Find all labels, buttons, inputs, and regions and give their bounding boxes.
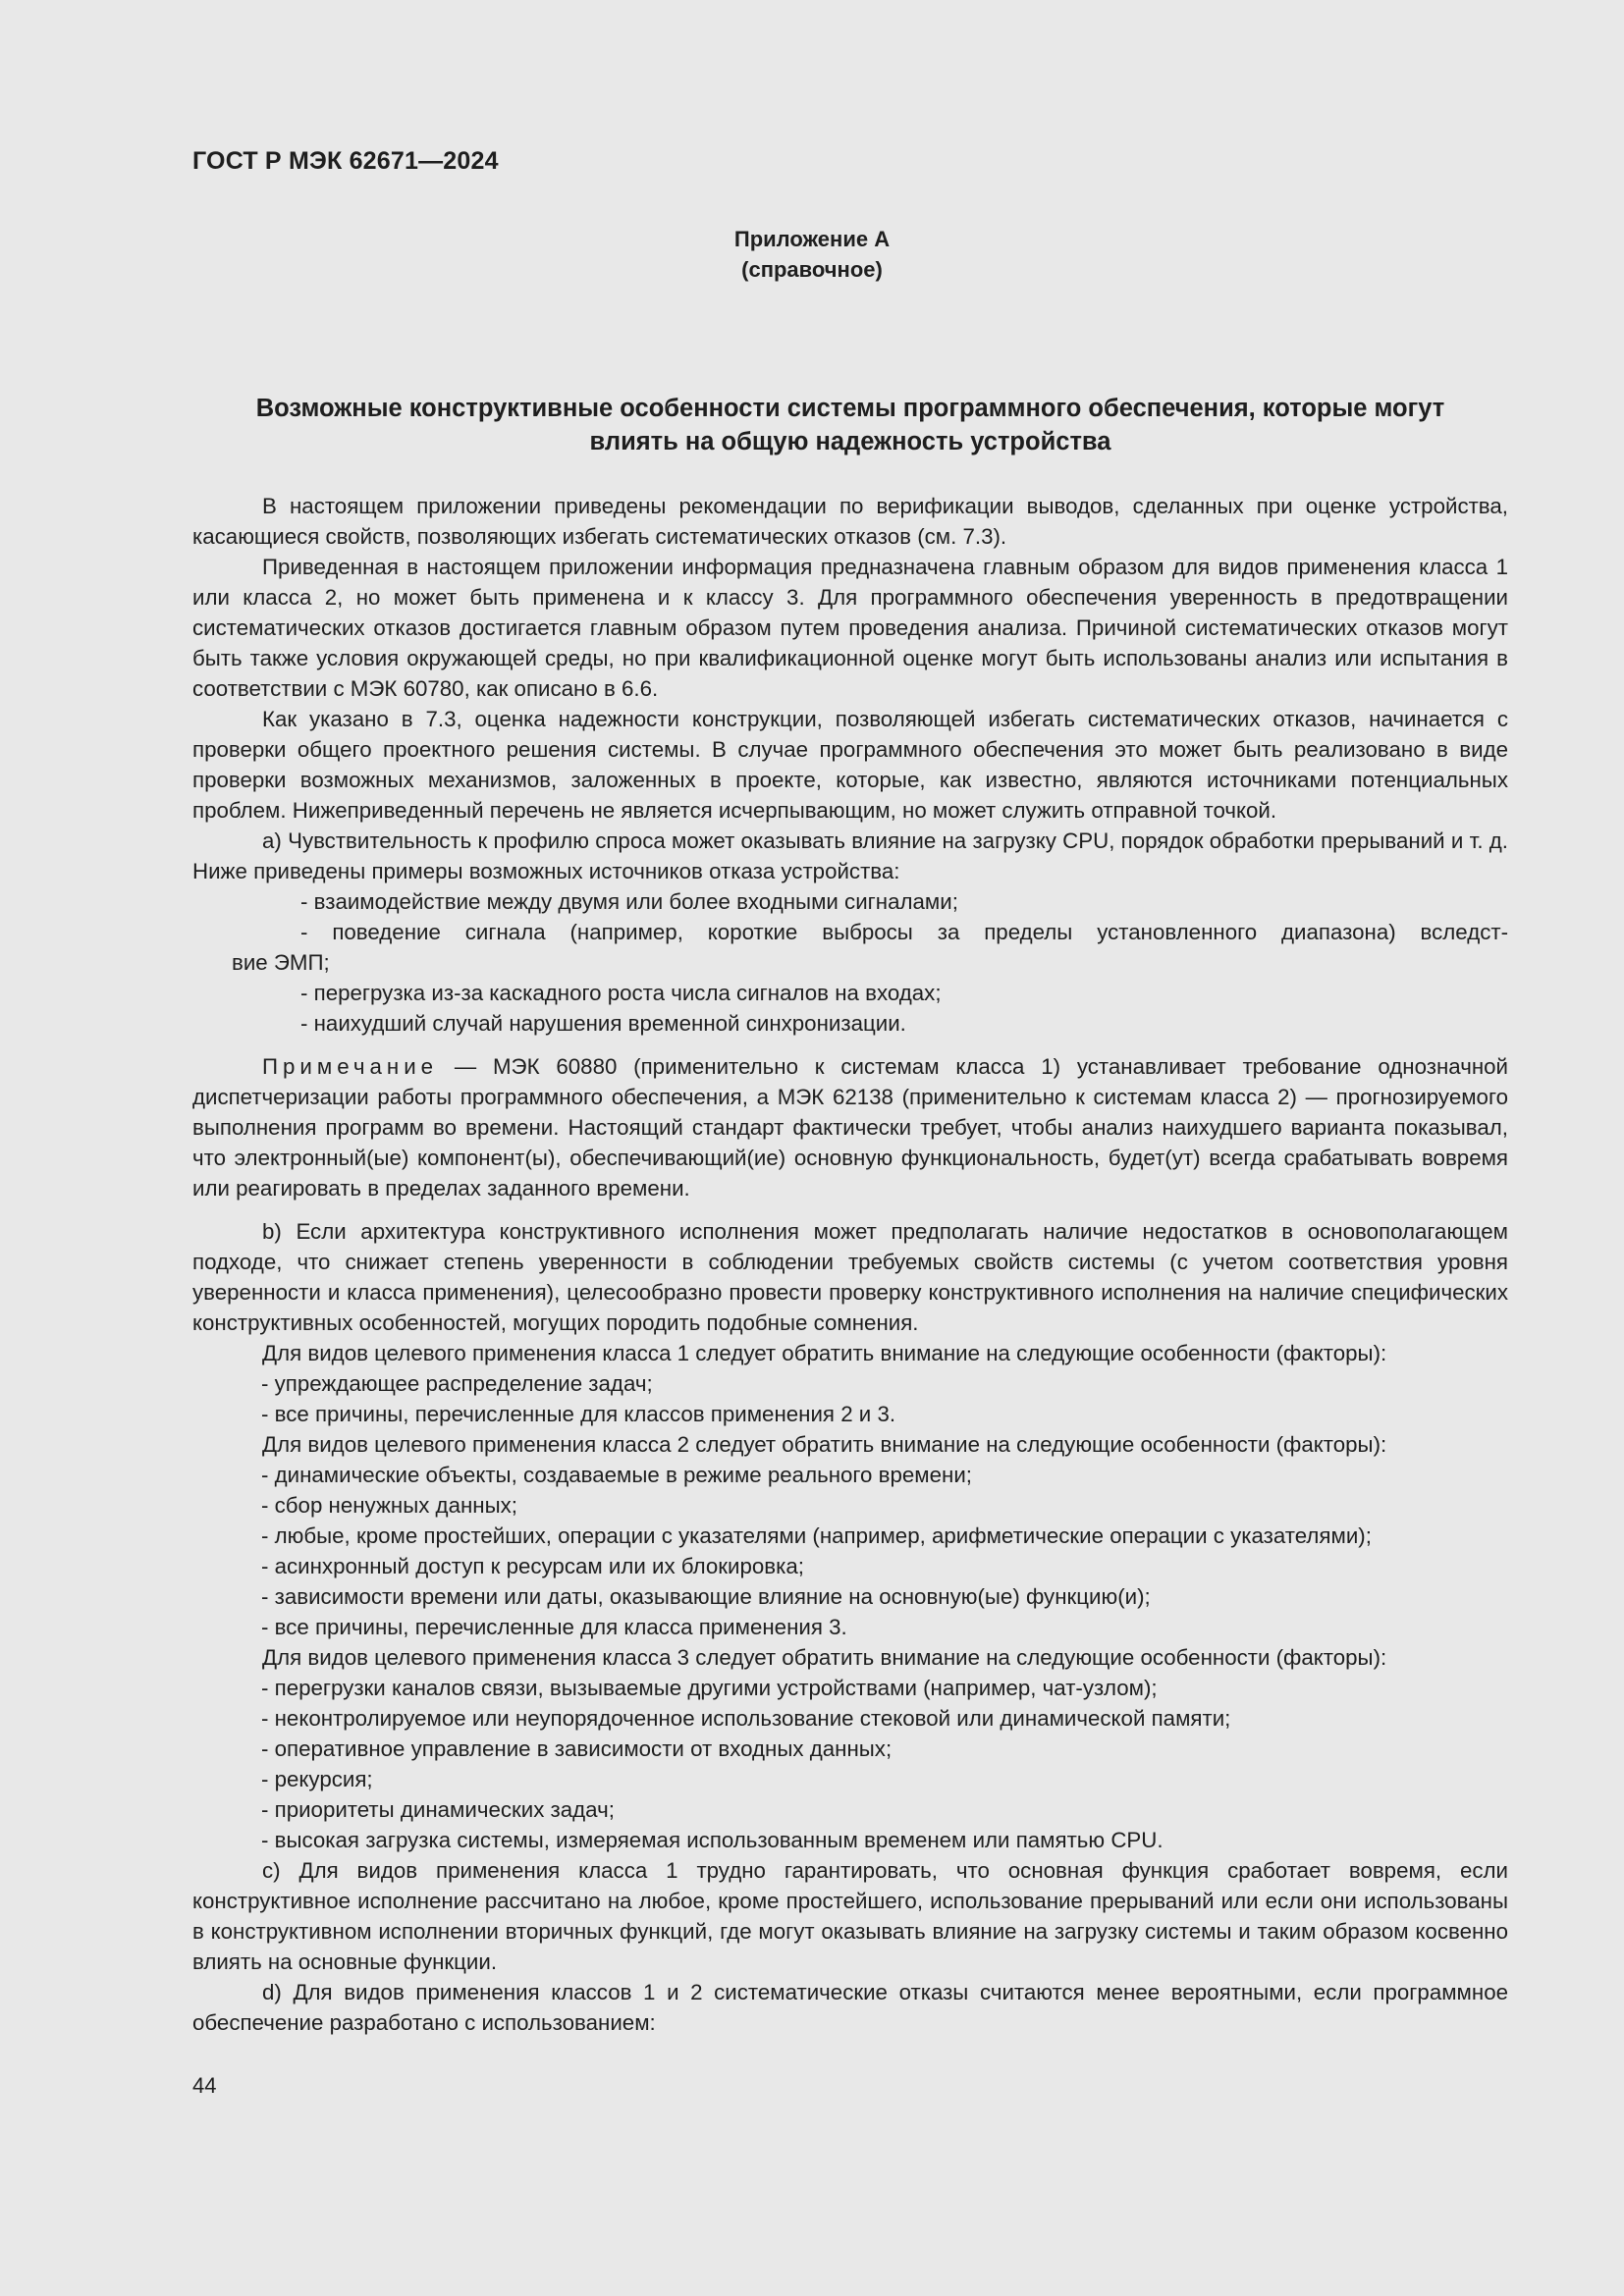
list-item-b: b) Если архитектура конструктивного исполнения может предполагать наличие недостатков в основополагающем подходе, что снижает степень уверенности в соблюдении требуемых свойств системы (с учетом соответствия уровня уверенности и класса применения), целесообразно провести проверку конструктивного исполнения на наличие специфических конструктивных особенностей, могущих породить подобные сомнения. <box>192 1219 1508 1335</box>
annex-label: Приложение А <box>733 227 891 251</box>
annex-title <box>192 392 1508 458</box>
class3-item-4: - рекурсия; <box>261 1767 373 1791</box>
paragraph-scope: Приведенная в настоящем приложении информация предназначена главным образом для видов применения класса 1 или класса 2, но может быть применена и к классу 3. Для программного обеспечения уверенность в предотвращении систематических отказов достигается главным образом путем проведения анализа. Причиной систематических отказов могут быть также условия окружающей среды, но при квалификационной оценке могут быть использованы анализ или испытания в соответствии с МЭК 60780, как описано в 6.6. <box>192 555 1508 701</box>
paragraph-intro: В настоящем приложении приведены рекомендации по верификации выводов, сделанных при оценке устройства, касающиеся свойств, позволяющих избегать систематических отказов (см. 7.3). <box>192 494 1508 549</box>
class3-item-2: - неконтролируемое или неупорядоченное использование стековой или динамической памяти; <box>261 1706 1231 1731</box>
class2-intro: Для видов целевого применения класса 2 следует обратить внимание на следующие особенности (факторы): <box>262 1432 1387 1457</box>
class3-item-3: - оперативное управление в зависимости от входных данных; <box>261 1736 893 1761</box>
class2-item-2: - сбор ненужных данных; <box>261 1493 517 1518</box>
list-item-a: a) Чувствительность к профилю спроса может оказывать влияние на загрузку CPU, порядок обработки прерываний и т. д. Ниже приведены примеры возможных источников отказа устройства: <box>192 828 1508 883</box>
class3-item-1: - перегрузки каналов связи, вызываемые другими устройствами (например, чат-узлом); <box>261 1676 1158 1700</box>
note <box>192 1051 1508 1203</box>
class3-item-5: - приоритеты динамических задач; <box>261 1797 615 1822</box>
class3-intro: Для видов целевого применения класса 3 следует обратить внимание на следующие особенности (факторы): <box>262 1645 1387 1670</box>
class1-item-2: - все причины, перечисленные для классов применения 2 и 3. <box>261 1402 896 1426</box>
document-body <box>192 491 1508 2038</box>
annex-heading <box>0 224 1624 285</box>
class1-item-1: - упреждающее распределение задач; <box>261 1371 653 1396</box>
list-item-a-2-line-1: - поведение сигнала (например, короткие выбросы за пределы установленного диапазона) вследст- <box>300 920 1508 944</box>
list-item-c: c) Для видов применения класса 1 трудно гарантировать, что основная функция сработает вовремя, если конструктивное исполнение рассчитано на любое, кроме простейшего, использование прерываний или если они использованы в конструктивном исполнении вторичных функций, где могут оказывать влияние на загрузку системы и таким образом косвенно влиять на основные функции. <box>192 1858 1508 1974</box>
class2-item-1: - динамические объекты, создаваемые в режиме реального времени; <box>261 1463 972 1487</box>
class3-item-6: - высокая загрузка системы, измеряемая использованным временем или памятью CPU. <box>261 1828 1164 1852</box>
list-item-a-1: - взаимодействие между двумя или более входными сигналами; <box>300 889 958 914</box>
paragraph-approach: Как указано в 7.3, оценка надежности конструкции, позволяющей избегать систематических отказов, начинается с проверки общего проектного решения системы. В случае программного обеспечения это может быть реализовано в виде проверки возможных механизмов, заложенных в проекте, которые, как известно, являются источниками потенциальных проблем. Нижеприведенный перечень не является исчерпывающим, но может служить отправной точкой. <box>192 707 1508 823</box>
class2-item-6: - все причины, перечисленные для класса применения 3. <box>261 1615 847 1639</box>
page-number: 44 <box>192 2073 217 2098</box>
annex-type: (справочное) <box>741 257 883 282</box>
standard-id-header: ГОСТ Р МЭК 62671—2024 <box>192 147 499 175</box>
note-text: — МЭК 60880 (применительно к системам класса 1) устанавливает требование однозначной диспетчеризации работы программного обеспечения, а МЭК 62138 (применительно к системам класса 2) — прогнозируемого выполнения программ во времени. Настоящий стандарт фактически требует, чтобы анализ наихудшего варианта показывал, что электронный(ые) компонент(ы), обеспечивающий(ие) основную функциональность, будет(ут) всегда срабатывать вовремя или реагировать в пределах заданного времени. <box>192 1054 1508 1201</box>
annex-title-line-2: влиять на общую надежность устройства <box>589 428 1111 455</box>
list-item-d: d) Для видов применения классов 1 и 2 систематические отказы считаются менее вероятными, если программное обеспечение разработано с использованием: <box>192 1980 1508 2035</box>
list-item-a-2-line-2: вие ЭМП; <box>232 950 330 975</box>
class2-item-5: - зависимости времени или даты, оказывающие влияние на основную(ые) функцию(и); <box>261 1584 1151 1609</box>
note-label: Примечание <box>262 1054 439 1079</box>
annex-title-line-1: Возможные конструктивные особенности системы программного обеспечения, которые могут <box>255 395 1445 422</box>
list-item-a-4: - наихудший случай нарушения временной синхронизации. <box>300 1011 906 1036</box>
class2-item-4: - асинхронный доступ к ресурсам или их блокировка; <box>261 1554 804 1578</box>
class1-intro: Для видов целевого применения класса 1 следует обратить внимание на следующие особенности (факторы): <box>262 1341 1387 1365</box>
class2-item-3: - любые, кроме простейших, операции с указателями (например, арифметические операции с указателями); <box>261 1523 1372 1548</box>
list-item-a-3: - перегрузка из-за каскадного роста числа сигналов на входах; <box>300 981 942 1005</box>
